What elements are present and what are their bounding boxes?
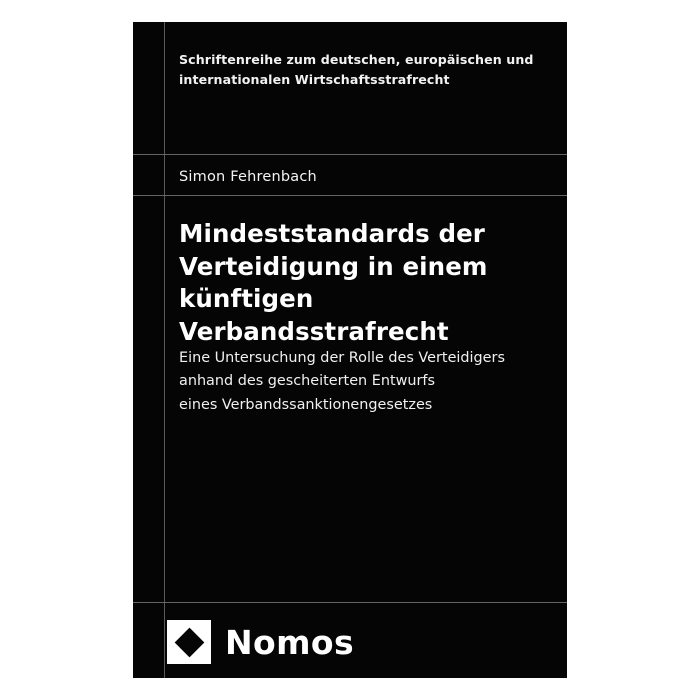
- divider-line-top: [133, 154, 567, 155]
- diamond-shape-icon: [174, 627, 204, 657]
- subtitle-line-1: Eine Untersuchung der Rolle des Verteidigers: [179, 350, 505, 366]
- book-title: Mindeststandards der Verteidigung in einem künftigen Verbandsstrafrecht: [179, 219, 488, 346]
- subtitle-line-3: eines Verbandssanktionengesetzes: [179, 396, 433, 413]
- subtitle-line-2: anhand des gescheiterten Entwurfs: [179, 373, 435, 390]
- book-subtitle: [179, 347, 551, 417]
- book-cover: [133, 22, 567, 678]
- series-title: Schriftenreihe zum deutschen, europäischen und internationalen Wirtschaftsstrafrecht: [179, 52, 534, 87]
- nomos-logo-icon: [167, 620, 211, 664]
- publisher-name: Nomos: [225, 622, 354, 662]
- divider-line-middle: [133, 195, 567, 196]
- author-name: Simon Fehrenbach: [179, 169, 317, 185]
- spine-divider-line: [164, 22, 165, 678]
- divider-line-bottom: [133, 602, 567, 603]
- publisher-block: [167, 620, 354, 664]
